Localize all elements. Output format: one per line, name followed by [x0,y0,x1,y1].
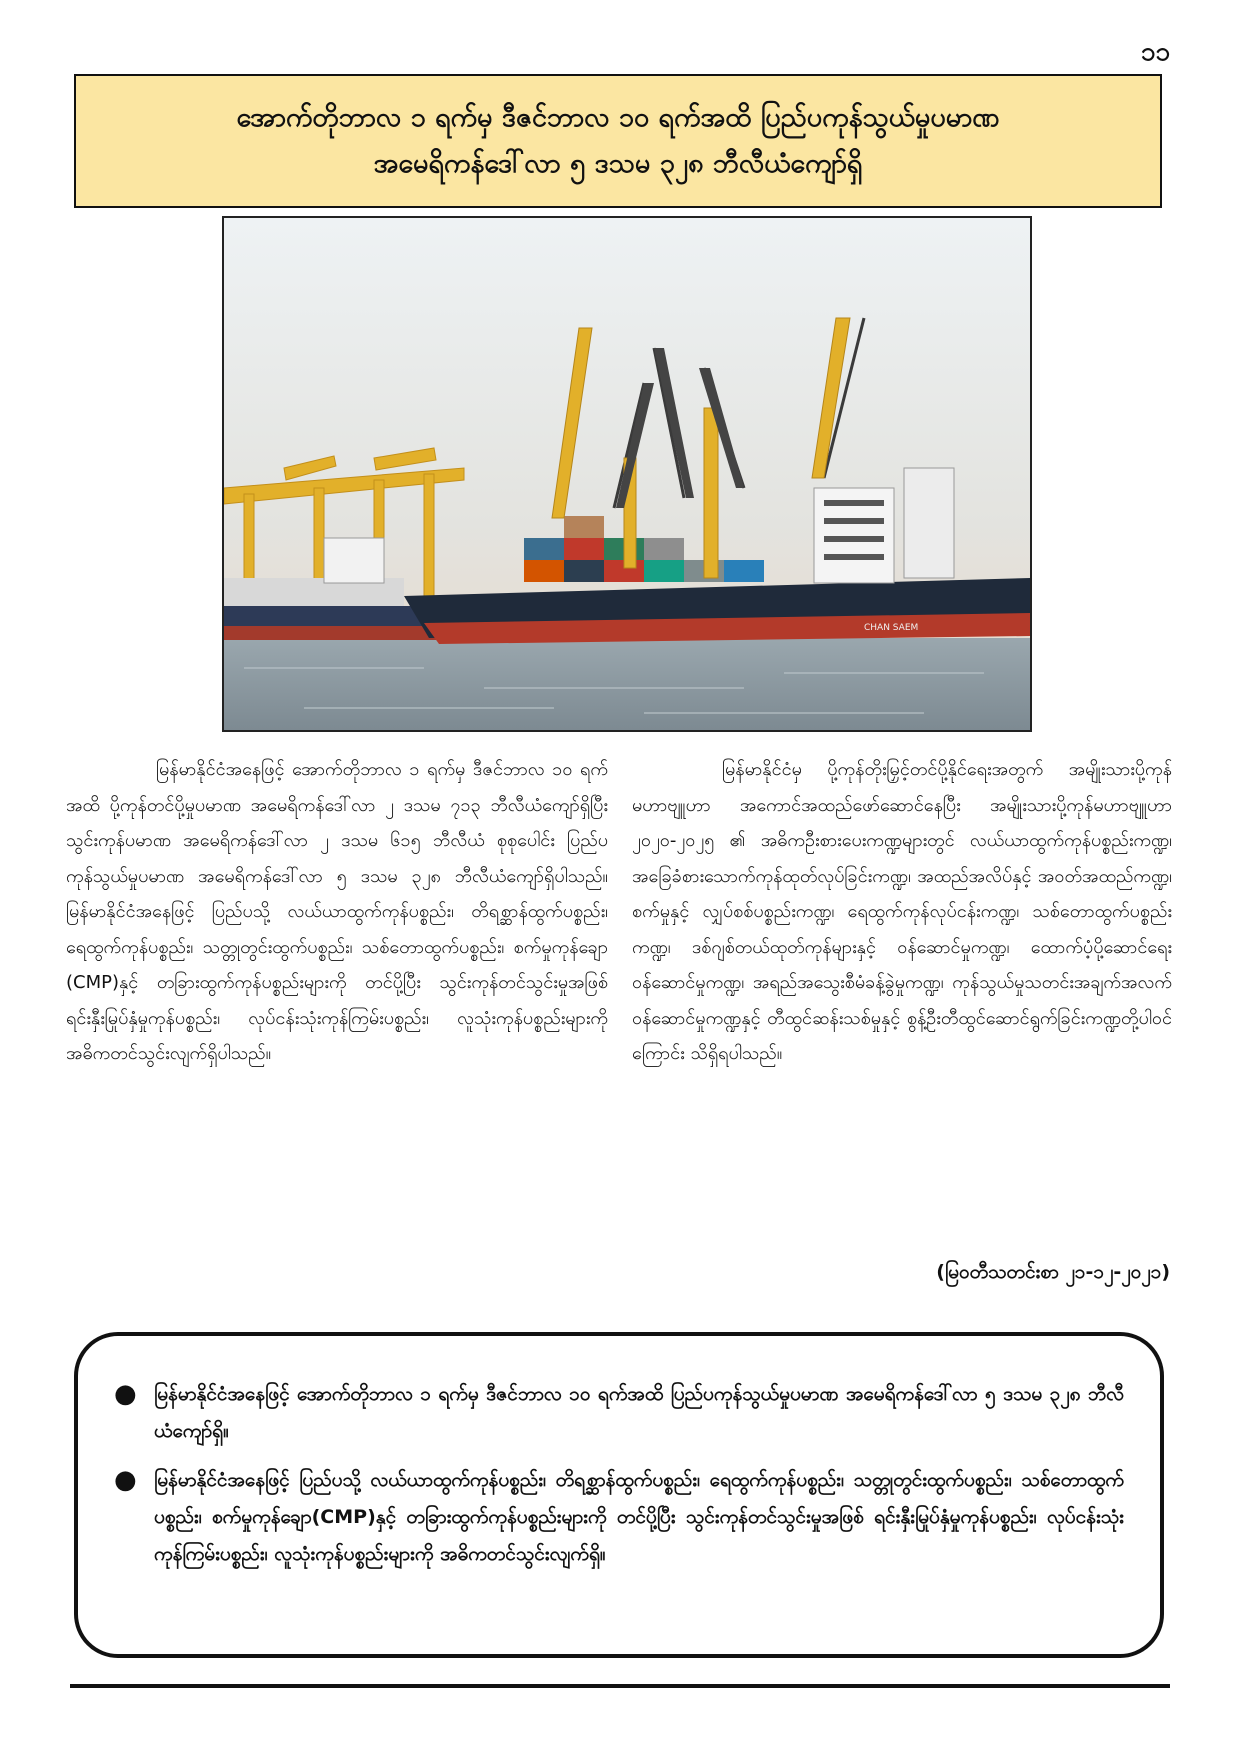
headline-box [74,74,1162,208]
headline-line-1: အောက်တိုဘာလ ၁ ရက်မှ ဒီဇင်ဘာလ ၁၀ ရက်အထိ ပြည်ပကုန်သွယ်မှုပမာဏ [236,102,1000,133]
summary-item-text: မြန်မာနိုင်ငံအနေဖြင့် ပြည်ပသို့ လယ်ယာထွက်ကုန်ပစ္စည်း၊ တိရစ္ဆာန်ထွက်ပစ္စည်း၊ ရေထွက်ကုန်ပစ္စည်း၊ သတ္တုတွင်းထွက်ပစ္စည်း၊ သစ်တောထွက်ပစ္စည်း၊ စက်မှုကုန်ချော(CMP)နှင့် တခြားထွက်ကုန်ပစ္စည်းများကို တင်ပို့ပြီး သွင်းကုန်တင်သွင်းမှုအဖြစ် ရင်းနှီးမြုပ်နှံမှုကုန်ပစ္စည်း၊ လုပ်ငန်းသုံးကုန်ကြမ်းပစ္စည်း၊ လူသုံးကုန်ပစ္စည်းများကို အဓိကတင်သွင်းလျက်ရှိ။ [154,1469,1124,1565]
bullet-icon: ● [114,1379,137,1409]
port-photo [222,216,1032,732]
bottom-divider [70,1684,1170,1688]
port-cargo-ship-illustration [224,218,1030,730]
summary-item-text: မြန်မာနိုင်ငံအနေဖြင့် အောက်တိုဘာလ ၁ ရက်မှ ဒီဇင်ဘာလ ၁၀ ရက်အထိ ပြည်ပကုန်သွယ်မှုပမာဏ အမေရိကန်ဒေါ်လာ ၅ ဒသမ ၃၂၈ ဘီလီယံကျော်ရှိ။ [154,1383,1124,1442]
summary-list [114,1376,1124,1573]
article-column-left [66,752,608,1072]
article-paragraph-left: မြန်မာနိုင်ငံအနေဖြင့် အောက်တိုဘာလ ၁ ရက်မှ ဒီဇင်ဘာလ ၁၀ ရက်အထိ ပို့ကုန်တင်ပို့မှုပမာဏ အမေရိကန်ဒေါ်လာ ၂ ဒသမ ၇၁၃ ဘီလီယံကျော်ရှိပြီး သွင်းကုန်ပမာဏ အမေရိကန်ဒေါ်လာ ၂ ဒသမ ၆၁၅ ဘီလီယံ စုစုပေါင်း ပြည်ပကုန်သွယ်မှုပမာဏ အမေရိကန်ဒေါ်လာ ၅ ဒသမ ၃၂၈ ဘီလီယံကျော်ရှိပါသည်။မြန်မာနိုင်ငံအနေဖြင့် ပြည်ပသို့ လယ်ယာထွက်ကုန်ပစ္စည်း၊ တိရစ္ဆာန်ထွက်ပစ္စည်း၊ ရေထွက်ကုန်ပစ္စည်း၊ သတ္တုတွင်းထွက်ပစ္စည်း၊ သစ်တောထွက်ပစ္စည်း၊ စက်မှုကုန်ချော (CMP)နှင့် တခြားထွက်ကုန်ပစ္စည်းများကို တင်ပို့ပြီး သွင်းကုန်တင်သွင်းမှုအဖြစ် ရင်းနှီးမြုပ်နှံမှုကုန်ပစ္စည်း၊ လုပ်ငန်းသုံးကုန်ကြမ်းပစ္စည်း၊ လူသုံးကုန်ပစ္စည်းများကို အဓိကတင်သွင်းလျက်ရှိပါသည်။ [66,759,608,1064]
article-column-right [632,752,1172,1072]
river-water [224,638,1030,730]
ship-name: CHAN SAEM [864,623,919,633]
summary-item [114,1376,1124,1450]
summary-box [74,1332,1164,1658]
article-paragraph-right: မြန်မာနိုင်ငံမှ ပို့ကုန်တိုးမြှင့်တင်ပို့နိုင်ရေးအတွက် အမျိုးသားပို့ကုန်မဟာဗျူဟာ အကောင်အထည်ဖော်ဆောင်နေပြီး အမျိုးသားပို့ကုန်မဟာဗျူဟာ ၂၀၂၀-၂၀၂၅ ၏ အဓိကဦးစားပေးကဏ္ဍများတွင် လယ်ယာထွက်ကုန်ပစ္စည်းကဏ္ဍ၊ အခြေခံစားသောက်ကုန်ထုတ်လုပ်ခြင်းကဏ္ဍ၊ အထည်အလိပ်နှင့် အဝတ်အထည်ကဏ္ဍ၊ စက်မှုနှင့် လျှပ်စစ်ပစ္စည်းကဏ္ဍ၊ ရေထွက်ကုန်လုပ်ငန်းကဏ္ဍ၊ သစ်တောထွက်ပစ္စည်းကဏ္ဍ၊ ဒစ်ဂျစ်တယ်ထုတ်ကုန်များနှင့် ဝန်ဆောင်မှုကဏ္ဍ၊ ထောက်ပံ့ပို့ဆောင်ရေးဝန်ဆောင်မှုကဏ္ဍ၊ အရည်အသွေးစီမံခန့်ခွဲမှုကဏ္ဍ၊ ကုန်သွယ်မှုသတင်းအချက်အလက်ဝန်ဆောင်မှုကဏ္ဍနှင့် တီထွင်ဆန်းသစ်မှုနှင့် စွန့်ဦးတီထွင်ဆောင်ရွက်ခြင်းကဏ္ဍတို့ပါဝင်ကြောင်း သိရှိရပါသည်။ [632,759,1172,1064]
headline-line-2: အမေရိကန်ဒေါ်လာ ၅ ဒသမ ၃၂၈ ဘီလီယံကျော်ရှိ [373,148,863,179]
summary-item [114,1462,1124,1573]
page-number: ၁၁ [1140,37,1170,67]
bullet-icon: ● [114,1465,137,1495]
source-citation: (မြဝတီသတင်းစာ ၂၁-၁၂-၂၀၂၁) [936,1261,1170,1283]
